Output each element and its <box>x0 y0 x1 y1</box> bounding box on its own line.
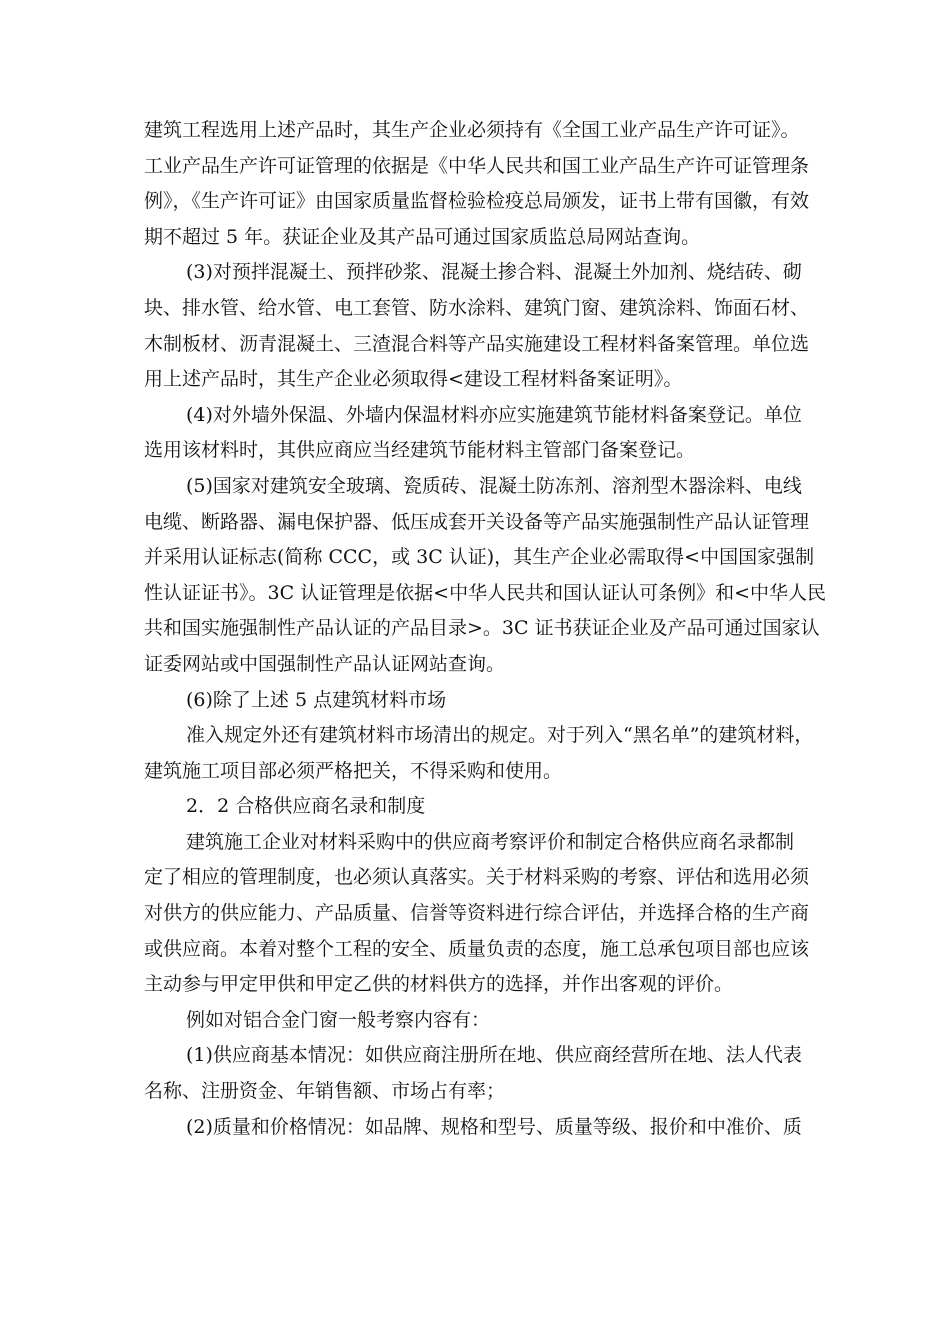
text-line: 准入规定外还有建筑材料市场清出的规定。对于列入“黑名单”的建筑材料， <box>186 724 814 747</box>
text-line: 例如对铝合金门窗一般考察内容有： <box>186 1008 491 1031</box>
text-line: 证委网站或中国强制性产品认证网站查询。 <box>144 652 506 675</box>
text-line: (6)除了上述 5 点建筑材料市场 <box>186 688 447 711</box>
text-line: 例》，《生产许可证》由国家质量监督检验检疫总局颁发，证书上带有国徽，有效 <box>144 190 810 213</box>
text-line: (3)对预拌混凝土、预拌砂浆、混凝土掺合料、混凝土外加剂、烧结砖、砌 <box>186 261 802 284</box>
text-line: 定了相应的管理制度，也必须认真落实。关于材料采购的考察、评估和选用必须 <box>144 866 810 889</box>
text-line: 2．2 合格供应商名录和制度 <box>186 795 426 818</box>
text-line: 木制板材、沥青混凝土、三渣混合料等产品实施建设工程材料备案管理。单位选 <box>144 332 810 355</box>
text-line: 块、排水管、给水管、电工套管、防水涂料、建筑门窗、建筑涂料、饰面石材、 <box>144 296 810 319</box>
text-line: 建筑工程选用上述产品时，其生产企业必须持有《全国工业产品生产许可证》。 <box>144 119 800 141</box>
text-line: 建筑施工项目部必须严格把关，不得采购和使用。 <box>144 759 563 782</box>
text-line: 建筑施工企业对材料采购中的供应商考察评价和制定合格供应商名录都制 <box>186 830 795 853</box>
text-line: (5)国家对建筑安全玻璃、瓷质砖、混凝土防冻剂、溶剂型木器涂料、电线 <box>186 474 802 497</box>
text-line: (4)对外墙外保温、外墙内保温材料亦应实施建筑节能材料备案登记。单位 <box>186 403 802 426</box>
text-line: 选用该材料时，其供应商应当经建筑节能材料主管部门备案登记。 <box>144 439 696 462</box>
text-line: 名称、注册资金、年销售额、市场占有率； <box>144 1080 506 1103</box>
text-line: 对供方的供应能力、产品质量、信誉等资料进行综合评估，并选择合格的生产商 <box>144 902 810 925</box>
text-line: 主动参与甲定甲供和甲定乙供的材料供方的选择，并作出客观的评价。 <box>144 973 734 996</box>
text-line: (2)质量和价格情况：如品牌、规格和型号、质量等级、报价和中准价、质 <box>186 1115 802 1138</box>
text-line: 性认证证书》。3C 认证管理是依据<中华人民共和国认证认可条例》和<中华人民 <box>144 581 827 604</box>
text-line: 工业产品生产许可证管理的依据是《中华人民共和国工业产品生产许可证管理条 <box>144 154 810 177</box>
text-line: 电缆、断路器、漏电保护器、低压成套开关设备等产品实施强制性产品认证管理 <box>144 510 810 533</box>
text-line: 并采用认证标志(简称 CCC，或 3C 认证)，其生产企业必需取得<中国国家强制 <box>144 546 815 569</box>
text-line: 或供应商。本着对整个工程的安全、质量负责的态度，施工总承包项目部也应该 <box>144 937 810 960</box>
text-line: 用上述产品时，其生产企业必须取得<建设工程材料备案证明》。 <box>144 368 683 391</box>
text-line: 期不超过 5 年。获证企业及其产品可通过国家质监总局网站查询。 <box>144 225 701 248</box>
text-line: (1)供应商基本情况：如供应商注册所在地、供应商经营所在地、法人代表 <box>186 1044 802 1067</box>
text-line: 共和国实施强制性产品认证的产品目录>。3C 证书获证企业及产品可通过国家认 <box>144 617 820 640</box>
document-body <box>144 113 827 1145</box>
